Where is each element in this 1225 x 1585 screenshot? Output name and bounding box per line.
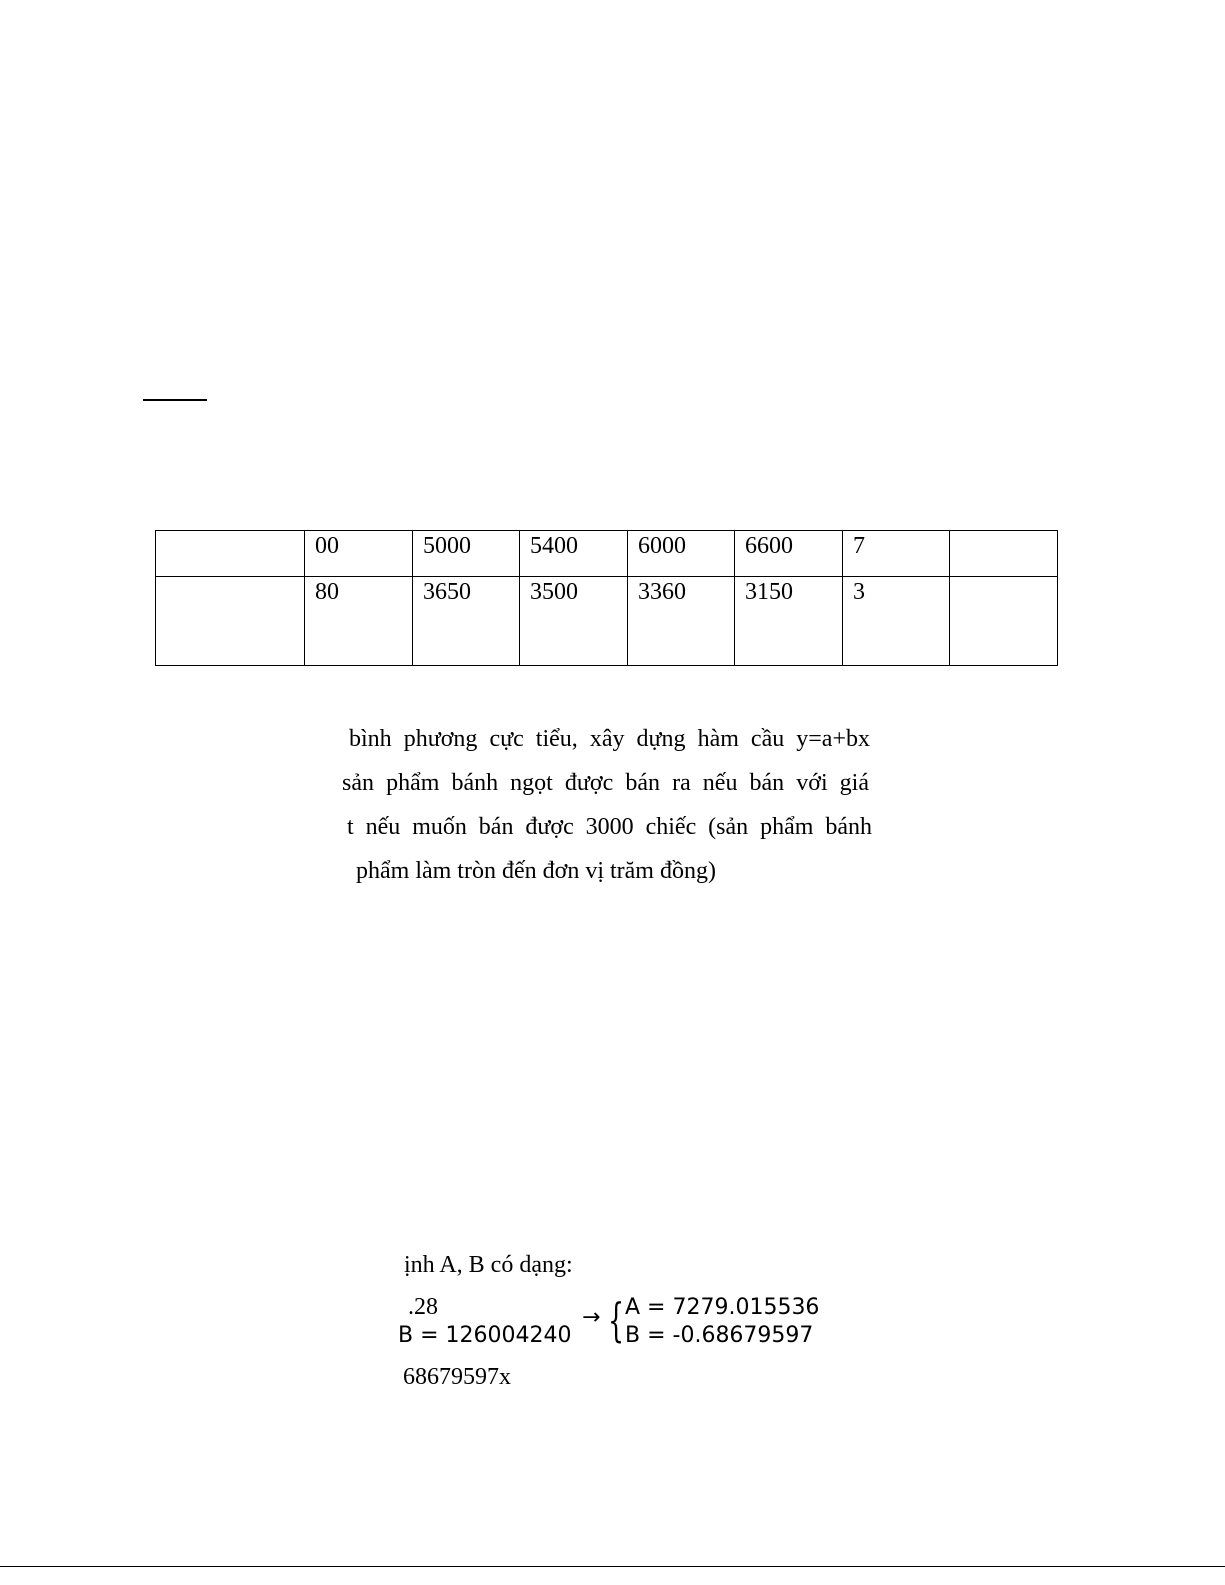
result-b: B = -0.68679597 — [625, 1323, 814, 1348]
left-brace-symbol: { — [608, 1293, 625, 1347]
table-row-quantity — [156, 577, 1058, 666]
table-cell: 6600 — [735, 531, 843, 577]
table-cell: 3650 — [413, 577, 520, 666]
equation-1-left: .28 — [408, 1294, 438, 1320]
heading-underline — [143, 399, 207, 401]
table-cell: 7 — [843, 531, 950, 577]
table-row-price — [156, 531, 1058, 577]
table-cell: 6000 — [628, 531, 735, 577]
table-row-label — [156, 531, 305, 577]
table-cell: 80 — [305, 577, 413, 666]
table-row-label — [156, 577, 305, 666]
table-cell: 3360 — [628, 577, 735, 666]
page-bottom-rule — [0, 1566, 1225, 1567]
final-equation: 68679597x — [403, 1364, 511, 1390]
data-table — [155, 530, 1058, 666]
table-cell: 3500 — [520, 577, 628, 666]
table-cell: 00 — [305, 531, 413, 577]
table-cell: 5400 — [520, 531, 628, 577]
table-cell: 5000 — [413, 531, 520, 577]
arrow-symbol: → — [582, 1305, 601, 1330]
question-line-1: bình phương cực tiểu, xây dựng hàm cầu y=a+bx — [349, 726, 870, 752]
question-line-4: phẩm làm tròn đến đơn vị trăm đồng) — [356, 858, 716, 884]
table-cell — [950, 577, 1058, 666]
result-a: A = 7279.015536 — [625, 1295, 820, 1320]
question-line-2: sản phẩm bánh ngọt được bán ra nếu bán với giá — [342, 770, 869, 796]
solution-intro: ịnh A, B có dạng: — [404, 1252, 573, 1278]
question-line-3: t nếu muốn bán được 3000 chiếc (sản phẩm bánh — [347, 814, 872, 840]
table-cell: 3150 — [735, 577, 843, 666]
table-cell: 3 — [843, 577, 950, 666]
table-cell — [950, 531, 1058, 577]
equation-2-left: B = 126004240 — [398, 1323, 572, 1348]
